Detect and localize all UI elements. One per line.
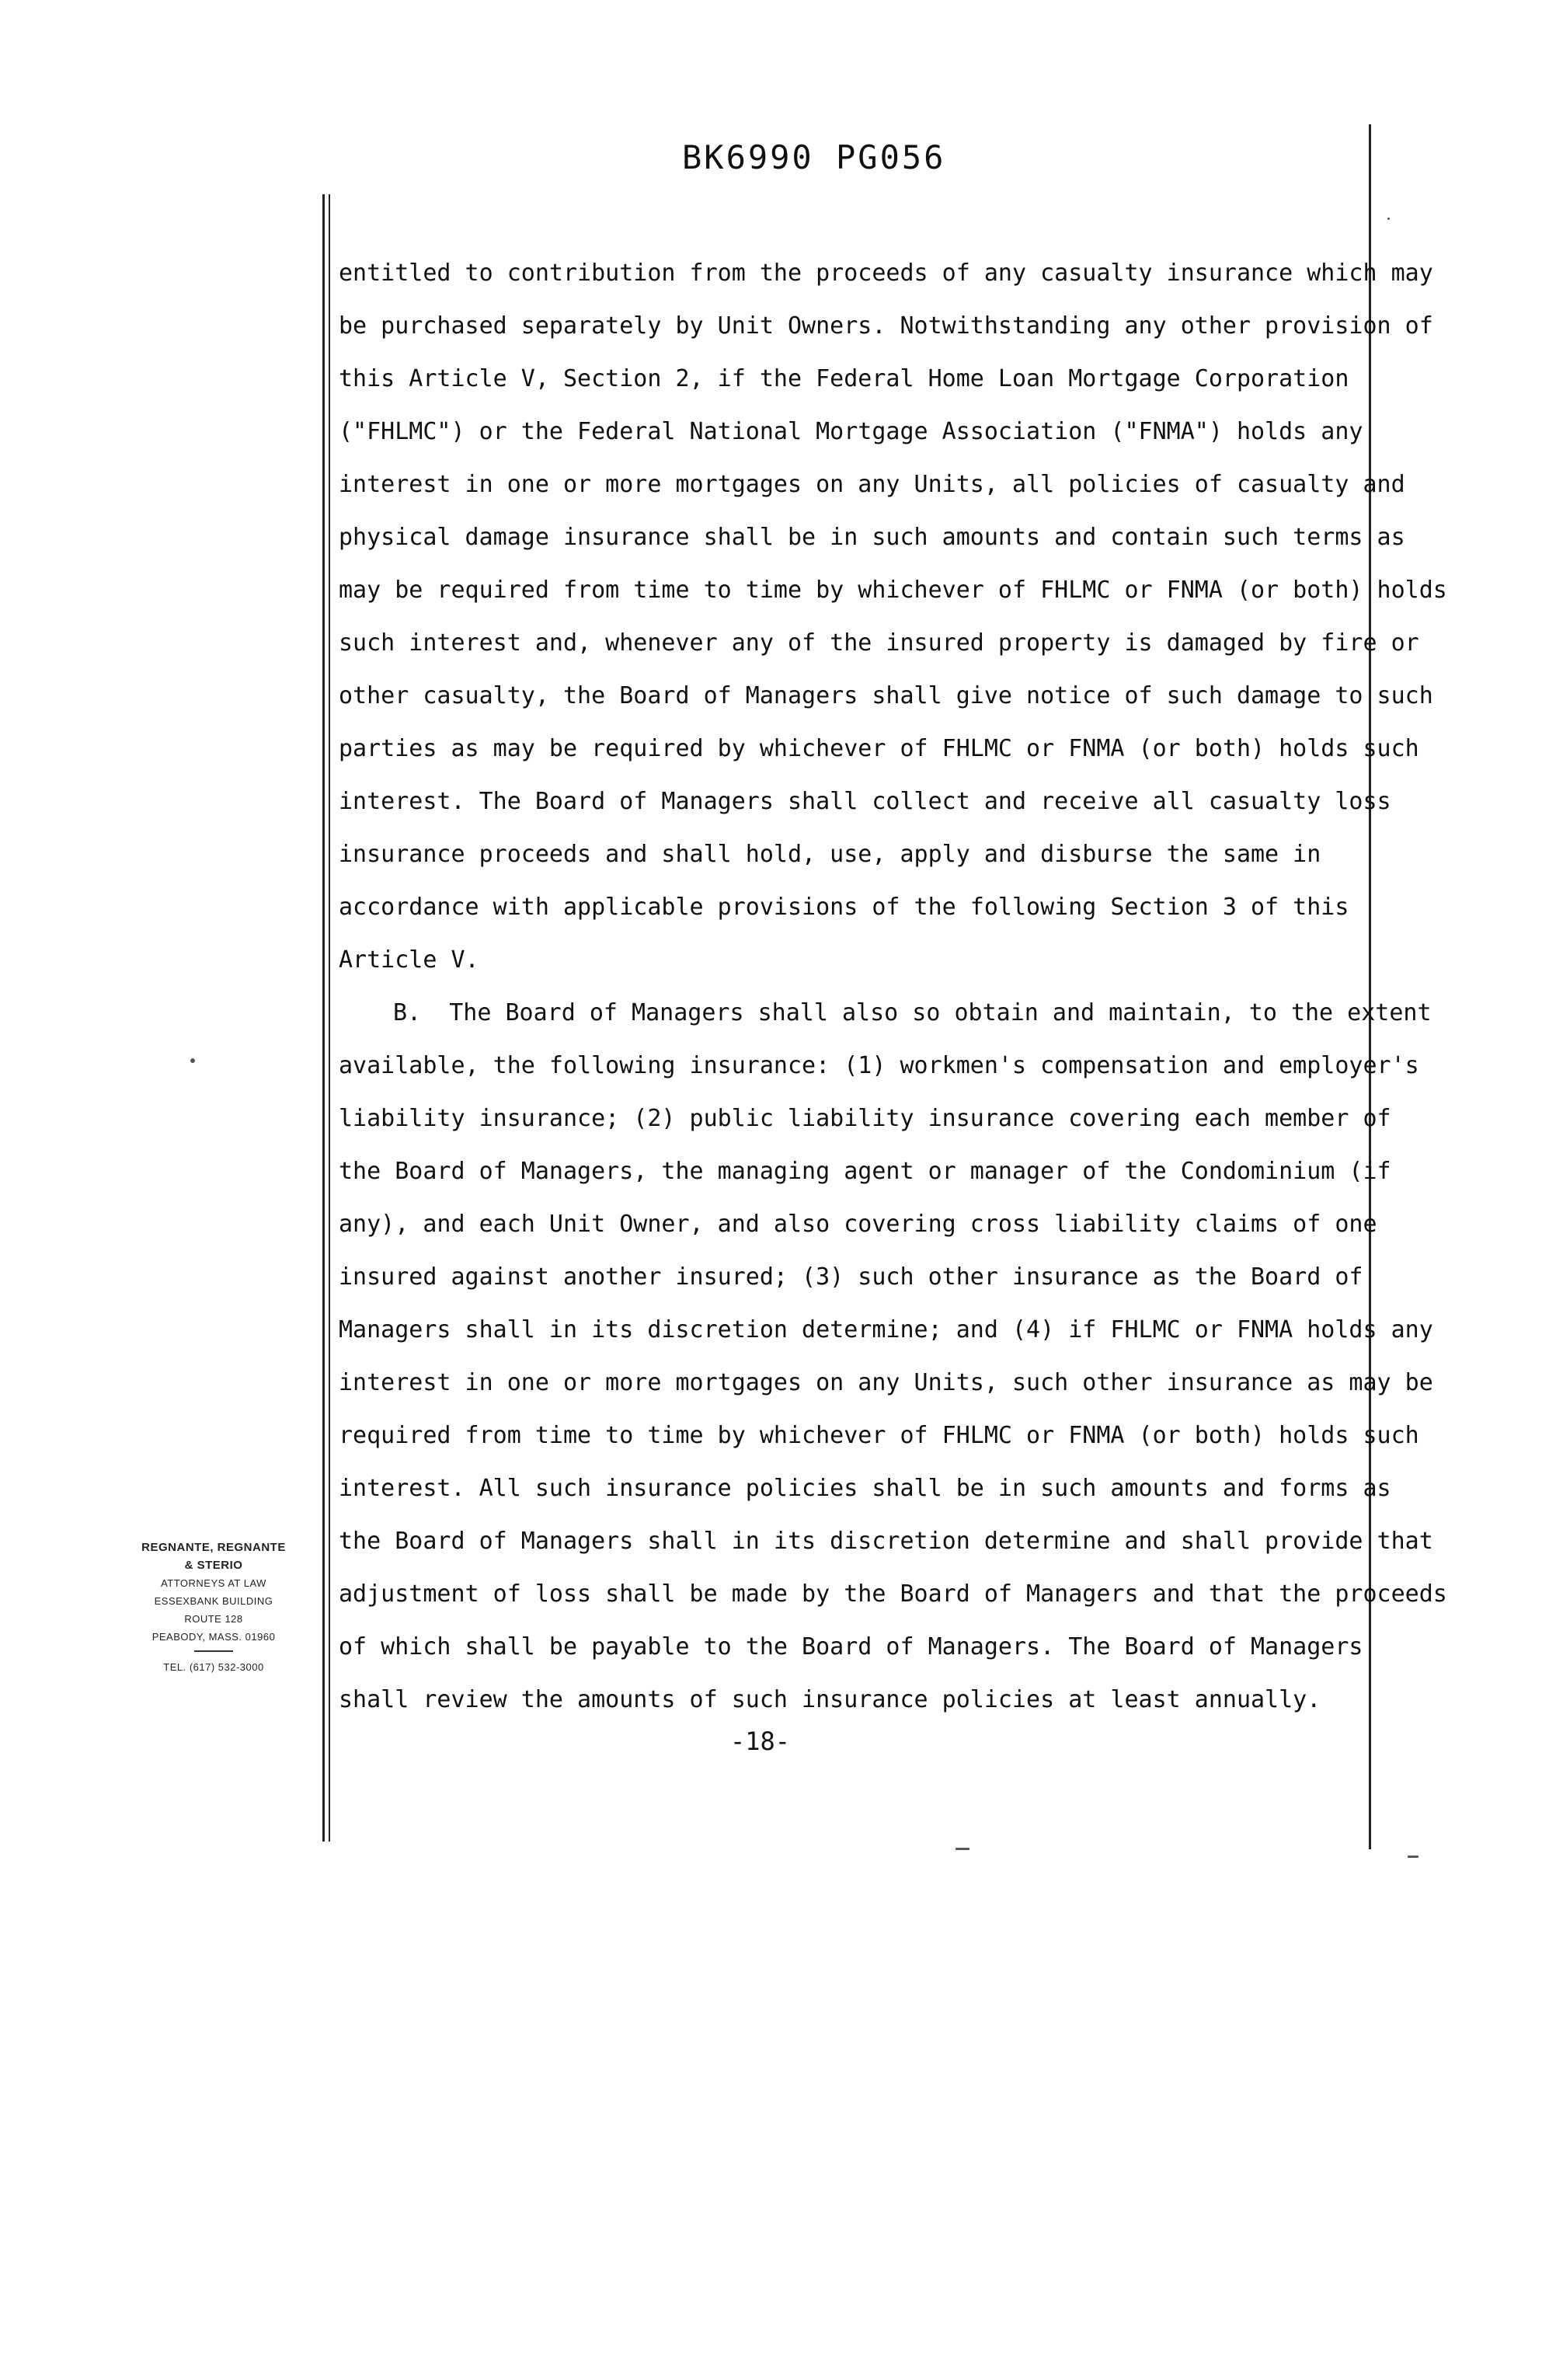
text-line: accordance with applicable provisions of the following Section 3 of this [339, 894, 1349, 921]
scan-speck [1387, 218, 1390, 220]
text-line: shall review the amounts of such insurance policies at least annually. [339, 1686, 1321, 1713]
text-line: entitled to contribution from the proceeds of any casualty insurance which may [339, 260, 1433, 287]
paragraph-b-start: B. The Board of Managers shall also so obtain and maintain, to the extent [393, 999, 1432, 1026]
text-line: the Board of Managers, the managing agent or manager of the Condominium (if [339, 1158, 1391, 1185]
letterhead-firm: REGNANTE, REGNANTE [141, 1541, 286, 1554]
scan-speck [190, 1058, 195, 1063]
scan-speck [956, 1848, 969, 1850]
text-line: insured against another insured; (3) such other insurance as the Board of [339, 1263, 1363, 1291]
text-line: interest in one or more mortgages on any Units, all policies of casualty and [339, 471, 1405, 498]
text-line: physical damage insurance shall be in such amounts and contain such terms as [339, 524, 1405, 551]
letterhead-title: ATTORNEYS AT LAW [161, 1577, 266, 1589]
attorney-letterhead [109, 1538, 319, 1676]
text-line: other casualty, the Board of Managers shall give notice of such damage to such [339, 682, 1433, 709]
book-page-reference: BK6990 PG056 [682, 138, 946, 176]
text-line: interest. The Board of Managers shall collect and receive all casualty loss [339, 788, 1391, 815]
letterhead-building: ESSEXBANK BUILDING [154, 1595, 273, 1607]
text-line: interest. All such insurance policies shall be in such amounts and forms as [339, 1475, 1391, 1502]
text-line: Article V. [339, 946, 479, 974]
text-line: be purchased separately by Unit Owners. Notwithstanding any other provision of [339, 312, 1433, 340]
text-line: ("FHLMC") or the Federal National Mortgage Association ("FNMA") holds any [339, 418, 1363, 445]
text-line: any), and each Unit Owner, and also covering cross liability claims of one [339, 1211, 1377, 1238]
text-line: this Article V, Section 2, if the Federal Home Loan Mortgage Corporation [339, 365, 1349, 392]
body-text [339, 247, 1447, 1727]
text-line: insurance proceeds and shall hold, use, apply and disburse the same in [339, 841, 1321, 868]
text-line: Managers shall in its discretion determine; and (4) if FHLMC or FNMA holds any [339, 1316, 1433, 1343]
left-margin-rule [322, 194, 325, 1842]
text-line: of which shall be payable to the Board of Managers. The Board of Managers [339, 1633, 1363, 1660]
text-line: liability insurance; (2) public liability insurance covering each member of [339, 1105, 1391, 1132]
scan-speck [1408, 1856, 1418, 1858]
text-line: adjustment of loss shall be made by the Board of Managers and that the proceeds [339, 1580, 1447, 1608]
letterhead-divider [194, 1650, 233, 1652]
page-number: -18- [730, 1727, 791, 1756]
text-line: available, the following insurance: (1) workmen's compensation and employer's [339, 1052, 1419, 1079]
letterhead-phone: TEL. (617) 532-3000 [163, 1661, 264, 1673]
text-line: parties as may be required by whichever of FHLMC or FNMA (or both) holds such [339, 735, 1419, 762]
letterhead-route: ROUTE 128 [184, 1613, 243, 1625]
letterhead-city: PEABODY, MASS. 01960 [151, 1631, 276, 1643]
letterhead-partner: & STERIO [184, 1559, 243, 1572]
left-margin-rule-inner [329, 194, 330, 1842]
text-line: interest in one or more mortgages on any Units, such other insurance as may be [339, 1369, 1433, 1396]
text-line: the Board of Managers shall in its discretion determine and shall provide that [339, 1528, 1433, 1555]
text-line: may be required from time to time by whichever of FHLMC or FNMA (or both) holds [339, 577, 1447, 604]
text-line: such interest and, whenever any of the insured property is damaged by fire or [339, 629, 1419, 657]
text-line: required from time to time by whichever of FHLMC or FNMA (or both) holds such [339, 1422, 1419, 1449]
